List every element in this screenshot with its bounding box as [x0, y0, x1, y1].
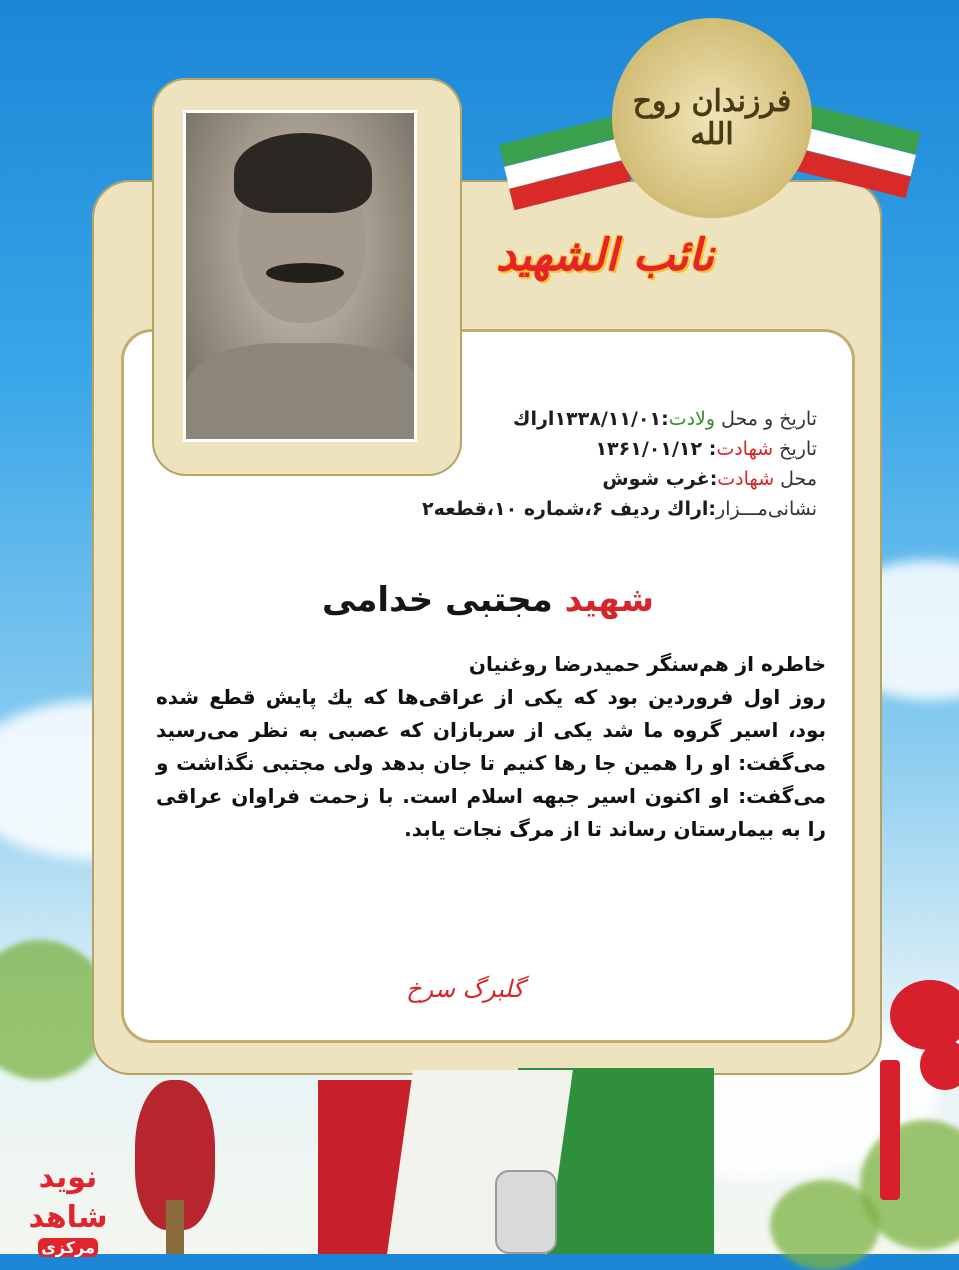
emblem-calligraphy: [612, 18, 812, 218]
martyr-place-label: محل: [774, 468, 817, 490]
birth-label-highlight: ولادت: [668, 408, 716, 430]
grave-value: :اراك ردیف ۶،شماره ۱۰،قطعه۲: [421, 498, 717, 520]
grave-label: نشانی‌مـــزار: [716, 498, 817, 520]
grave-line: [397, 494, 817, 524]
memoir-title: خاطره از هم‌سنگر حمیدرضا روغنیان: [468, 652, 826, 676]
name-full: مجتبی خدامی: [321, 580, 565, 620]
subtitle-calligraphy: نائب الشهید: [496, 230, 714, 281]
foliage: [770, 1180, 880, 1270]
name-prefix: شهید: [564, 580, 655, 620]
birth-line: [397, 404, 817, 434]
martyr-place-label-highlight: شهادت: [717, 468, 775, 490]
dog-tag-icon: [495, 1170, 557, 1254]
martyr-date-line: [397, 434, 817, 464]
logo-region-text: مرکزی: [38, 1238, 98, 1257]
martyr-name: [124, 580, 852, 620]
memoir-text: [156, 648, 826, 846]
birth-value: :۱۳۳۸/۱۱/۰۱اراك: [513, 408, 669, 430]
navid-shahed-logo: [18, 1158, 118, 1257]
signature-calligraphy: گلبرگ سرخ: [406, 975, 524, 1003]
birth-label: تاریخ و محل: [715, 408, 817, 430]
emblem-text: فرزندان روح الله: [632, 84, 792, 152]
martyr-place-value: :غرب شوش: [602, 468, 718, 490]
flag-pattern: [880, 1060, 900, 1200]
martyr-date-label-highlight: شهادت: [716, 438, 774, 460]
martyr-place-line: [397, 464, 817, 494]
logo-main-text: نوید شاهد: [28, 1160, 108, 1235]
martyr-date-value: : ۱۳۶۱/۰۱/۱۲: [595, 438, 717, 460]
martyr-date-label: تاریخ: [773, 438, 817, 460]
monument-stem: [166, 1200, 184, 1254]
info-block: [397, 404, 817, 524]
martyr-photo: [183, 110, 417, 442]
memoir-body: روز اول فروردین بود که یکی از عراقی‌ها که یك پایش قطع شده بود، اسیر گروه ما شد یکی از سربازان که عصبی به نظر می‌رسید می‌گفت: او را همین جا رها کنیم تا جان بدهد ولی مجتبی نگذاشت و می‌گفت: او اکنون اسیر جبهه اسلام است. با زحمت فراوان عراقی را به بیمارستان رساند تا از مرگ نجات یابد.: [156, 685, 826, 841]
